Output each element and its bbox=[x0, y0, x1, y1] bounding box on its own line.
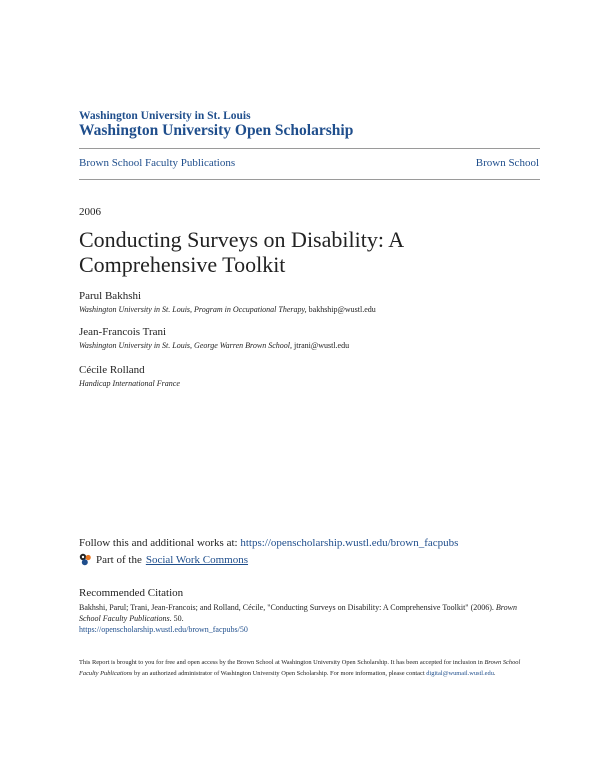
bottom-divider bbox=[79, 179, 540, 180]
footer-text-1: This Report is brought to you for free and open access by the Brown School at Washington University Open Scholarship. It has been accepted for inclusion in bbox=[79, 659, 485, 666]
follow-label: Follow this and additional works at: bbox=[79, 537, 238, 549]
author-name: Parul Bakhshi bbox=[79, 290, 142, 302]
author-affiliation bbox=[79, 379, 180, 388]
footer-series: Brown School Faculty Publications bbox=[79, 659, 521, 677]
recommended-citation-heading: Recommended Citation bbox=[79, 587, 184, 599]
footer-text-2: by an authorized administrator of Washington University Open Scholarship. For more information, please contact bbox=[132, 670, 427, 677]
commons-network-icon bbox=[79, 553, 92, 566]
collection-url-link[interactable]: https://openscholarship.wustl.edu/brown_facpubs bbox=[240, 537, 459, 549]
recommended-citation-text bbox=[79, 602, 529, 635]
top-divider bbox=[79, 148, 540, 149]
institution-name-big[interactable]: Washington University Open Scholarship bbox=[79, 122, 354, 139]
author-name: Jean-Francois Trani bbox=[79, 326, 167, 338]
author-email: bakhship@wustl.edu bbox=[308, 305, 376, 314]
author-affiliation: Washington University in St. Louis, Program in Occupational Therapy, bakhship@wustl.edu bbox=[79, 305, 376, 314]
follow-line bbox=[79, 537, 458, 549]
department-link[interactable]: Brown School bbox=[475, 157, 539, 169]
author-email: jtrani@wustl.edu bbox=[293, 341, 350, 350]
author-name: Cécile Rolland bbox=[79, 364, 145, 376]
author-affiliation: Washington University in St. Louis, George Warren Brown School, jtrani@wustl.edu bbox=[79, 341, 350, 350]
affiliation-text: Washington University in St. Louis, Program in Occupational Therapy bbox=[79, 305, 305, 314]
affiliation-text: Washington University in St. Louis, George Warren Brown School bbox=[79, 341, 290, 350]
part-of-label: Part of the bbox=[96, 553, 142, 566]
citation-number: . 50. bbox=[169, 614, 184, 623]
collection-link[interactable]: Brown School Faculty Publications bbox=[79, 157, 236, 169]
footer-notice bbox=[79, 657, 524, 679]
contact-email-link[interactable]: digital@wumail.wustl.edu bbox=[426, 670, 494, 677]
social-work-commons-link[interactable]: Social Work Commons bbox=[145, 553, 249, 566]
affiliation-text: Handicap International France bbox=[79, 379, 180, 388]
part-of-line bbox=[79, 553, 248, 566]
institution-name-small: Washington University in St. Louis bbox=[79, 110, 251, 122]
citation-series: Brown School Faculty Publications bbox=[79, 603, 517, 623]
citation-url-link[interactable]: https://openscholarship.wustl.edu/brown_facpubs/50 bbox=[79, 625, 248, 634]
citation-text: Bakhshi, Parul; Trani, Jean-Francois; and Rolland, Cécile, "Conducting Surveys on Disability: A Comprehensive Toolkit" (2006). bbox=[79, 603, 494, 612]
footer-end: . bbox=[493, 670, 496, 677]
publication-year: 2006 bbox=[79, 206, 101, 218]
document-title: Conducting Surveys on Disability: A Comprehensive Toolkit bbox=[79, 227, 403, 277]
